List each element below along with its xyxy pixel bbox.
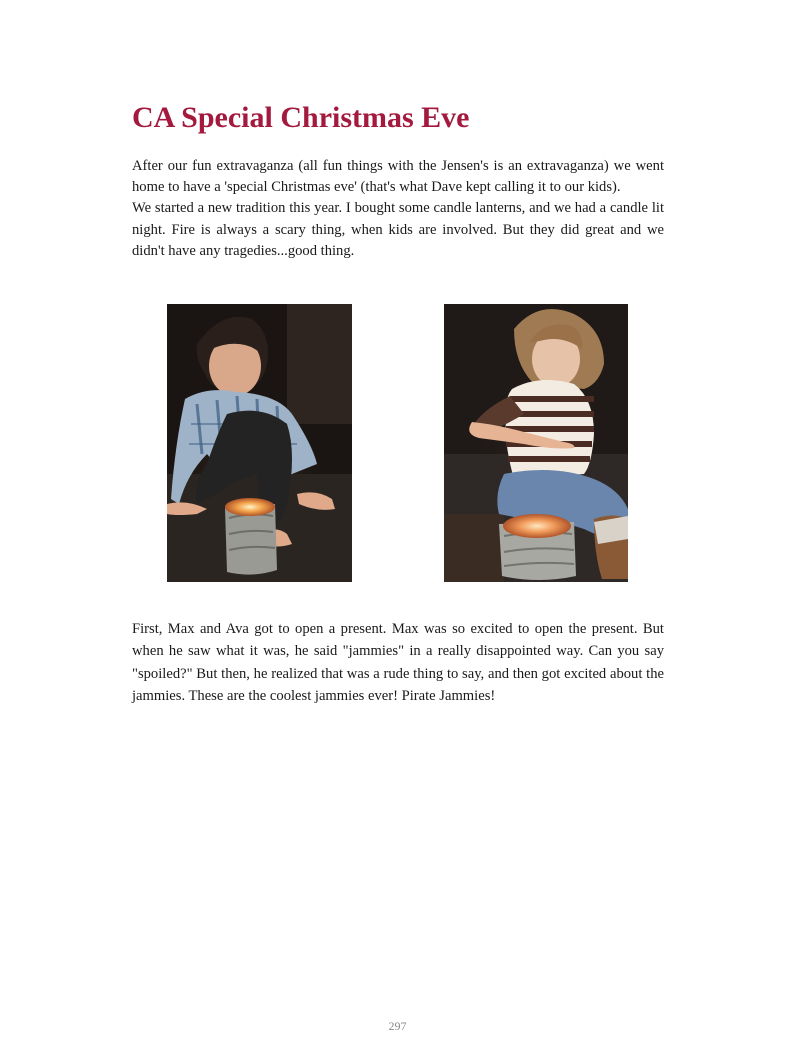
photo-boy-with-candle-lantern bbox=[167, 304, 352, 582]
photo-girl-reaching-toward-candle bbox=[444, 304, 628, 582]
page-number: 297 bbox=[388, 1019, 407, 1033]
intro-paragraph-1: After our fun extravaganza (all fun things with the Jensen's is an extravaganza) we went home to have a 'special Christmas eve' (that's what Dave kept calling it to our kids). bbox=[132, 158, 664, 196]
intro-paragraph-2: We started a new tradition this year. I bought some candle lanterns, and we had a candle lit night. Fire is always a scary thing, when kids are involved. But they did great and we didn't have any tragedies...good thing. bbox=[132, 200, 664, 259]
intro-text bbox=[132, 156, 664, 262]
page-title: CA Special Christmas Eve bbox=[132, 101, 470, 134]
body-paragraph: First, Max and Ava got to open a present. Max was so excited to open the present. But when he saw what it was, he said "jammies" in a really disappointed way. Can you say "spoiled?" But then, he realized that was a rude thing to say, and then got excited about the jammies. These are the coolest jammies ever! Pirate Jammies! bbox=[132, 621, 664, 705]
